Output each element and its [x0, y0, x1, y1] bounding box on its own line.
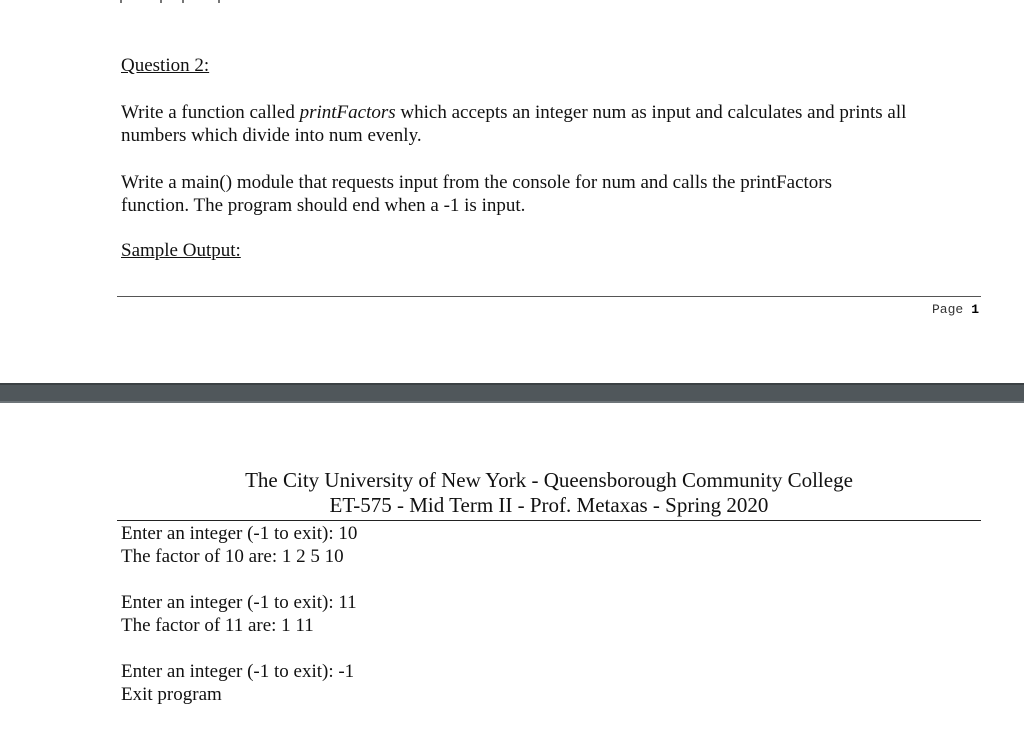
sample-output-block: [121, 522, 357, 706]
output-line: Enter an integer (-1 to exit): 10: [121, 523, 358, 544]
paragraph-1-pre: Write a function called: [121, 102, 300, 123]
header-rule: [117, 520, 981, 521]
page-footer-rule: [117, 296, 981, 297]
clipped-text-remnant: [120, 0, 240, 4]
header-course: ET-575 - Mid Term II - Prof. Metaxas - Spring 2020: [329, 493, 769, 517]
page-label-text: Page: [931, 302, 964, 317]
output-line: [121, 637, 357, 660]
output-line: Exit program: [121, 684, 222, 705]
question-paragraph-1: [121, 101, 971, 147]
output-line: The factor of 11 are: 1 11: [121, 615, 314, 636]
output-line: Enter an integer (-1 to exit): 11: [121, 592, 357, 613]
header-institution: The City University of New York - Queensborough Community College: [245, 468, 853, 492]
question-paragraph-2: Write a main() module that requests input from the console for num and calls the printFactors function. The program should end when a -1 is input.: [121, 172, 833, 216]
question-heading: Question 2:: [121, 55, 210, 76]
page-number: 1: [971, 302, 979, 317]
output-line: The factor of 10 are: 1 2 5 10: [121, 546, 344, 567]
page-header: [117, 468, 981, 518]
function-name: printFactors: [299, 102, 396, 123]
page-break-separator: [0, 383, 1024, 403]
page-number-label: [932, 302, 979, 317]
output-line: Enter an integer (-1 to exit): -1: [121, 661, 355, 682]
output-line: [121, 568, 357, 591]
sample-output-heading: Sample Output:: [121, 240, 241, 261]
paragraph-1-post: which accepts an integer num as input and calculates and prints all numbers which divide into num evenly.: [121, 102, 907, 146]
